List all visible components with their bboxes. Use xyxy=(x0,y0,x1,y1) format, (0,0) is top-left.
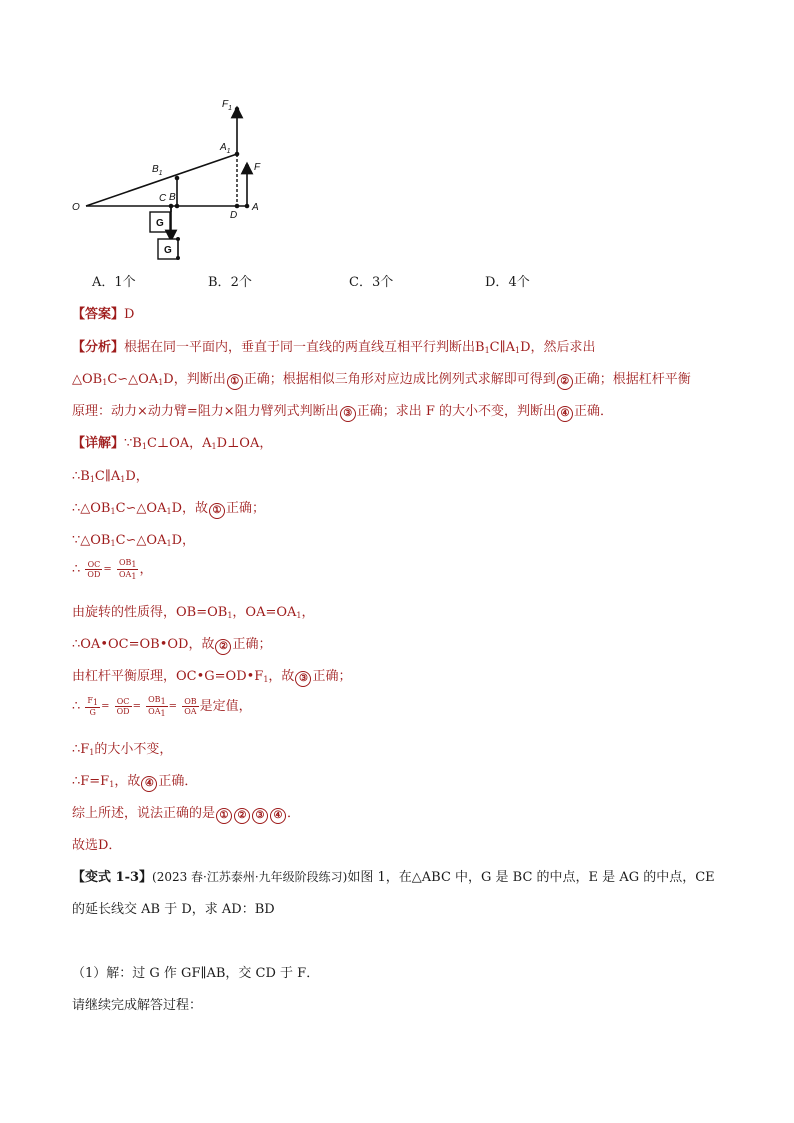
detail-line-7: ∴OA•OC=OB•OD，故 ② 正确； xyxy=(72,633,271,655)
detail-line-3: $\therefore\triangle OB_1C∽\triangle OA_1D$，故 ① 正确； xyxy=(72,497,265,519)
option-c: C．3个 xyxy=(349,275,394,290)
variant-line-1: 【变式 1-3】(2023 春·江苏泰州·九年级阶段练习)如图 1，在△ABC 中，G 是 BC 的中点，E 是 AG 的中点，CE xyxy=(72,870,715,885)
label-g-upper: G xyxy=(156,218,164,229)
label-d: D xyxy=(230,210,238,221)
detail-line-13: 故选D． xyxy=(72,838,122,853)
detail-line-5: ∴ $\frac{OC}{OD}$ = $\frac{OB_1}{OA_1}$ ， xyxy=(72,558,153,581)
detail-line-1: 【详解】$\because B_1C\perp OA$，$A_1D\perp OA$， xyxy=(72,436,273,451)
label-c: C xyxy=(159,193,167,204)
option-b: B．2个 xyxy=(208,275,252,290)
analysis-line-1: 【分析】根据在同一平面内，垂直于同一直线的两直线互相平行判断出$B_1C\parallel A_1D$，然后求出 xyxy=(72,340,596,355)
detail-line-10: $\therefore F_1$的大小不变， xyxy=(72,742,173,757)
option-a: A．1个 xyxy=(92,275,136,290)
detail-line-8: 由杠杆平衡原理，$OC•G=OD•F_1$，故 ③ 正确； xyxy=(72,665,351,687)
solution-line-2: 请继续完成解答过程： xyxy=(72,998,203,1013)
label-f1: $F_1$ xyxy=(222,99,233,112)
answer-line xyxy=(72,303,134,322)
answer-value: D xyxy=(124,307,135,322)
detail-line-12: 综上所述，说法正确的是 ① ② ③ ④ ． xyxy=(72,802,300,824)
answer-tag: 【答案】 xyxy=(72,307,125,322)
detail-line-11: $\therefore F=F_1$，故 ④ 正确． xyxy=(72,770,197,792)
label-b: B xyxy=(169,192,176,203)
analysis-line-3: 原理：动力×动力臂=阻力×阻力臂列式判断出 ③ 正确；求出 F 的大小不变，判断出 ④ 正确． xyxy=(72,400,613,422)
lever-diagram xyxy=(60,90,280,270)
analysis-line-2: $\triangle OB_1C∽\triangle OA_1D$，判断出 ① 正确；根据相似三角形对应边成比例列式求解即可得到 ② 正确；根据杠杆平衡 xyxy=(72,368,691,390)
detail-line-9: ∴ $\frac{F_1}{G}$ = $\frac{OC}{OD}$ = $\frac{OB_1}{OA_1}$ = $\frac{OB}{OA}$ 是定值， xyxy=(72,695,252,718)
label-o: O xyxy=(72,202,80,213)
label-a: A xyxy=(252,202,259,213)
solution-line-1: （1）解：过 G 作 GF∥AB，交 CD 于 F． xyxy=(72,966,320,981)
variant-line-2: 的延长线交 AB 于 D，求 AD：BD xyxy=(72,902,275,917)
label-f: F xyxy=(254,162,261,173)
detail-line-4: $\because\triangle OB_1C∽\triangle OA_1D$， xyxy=(72,533,195,548)
option-d: D．4个 xyxy=(485,275,530,290)
label-a1: $A_1$ xyxy=(220,142,231,155)
label-b1: $B_1$ xyxy=(152,164,163,177)
label-g-lower: G xyxy=(164,245,172,256)
detail-line-2: $\therefore B_1C\parallel A_1D$， xyxy=(72,469,149,484)
detail-line-6: 由旋转的性质得，$OB=OB_1$，$OA=OA_1$， xyxy=(72,605,315,620)
